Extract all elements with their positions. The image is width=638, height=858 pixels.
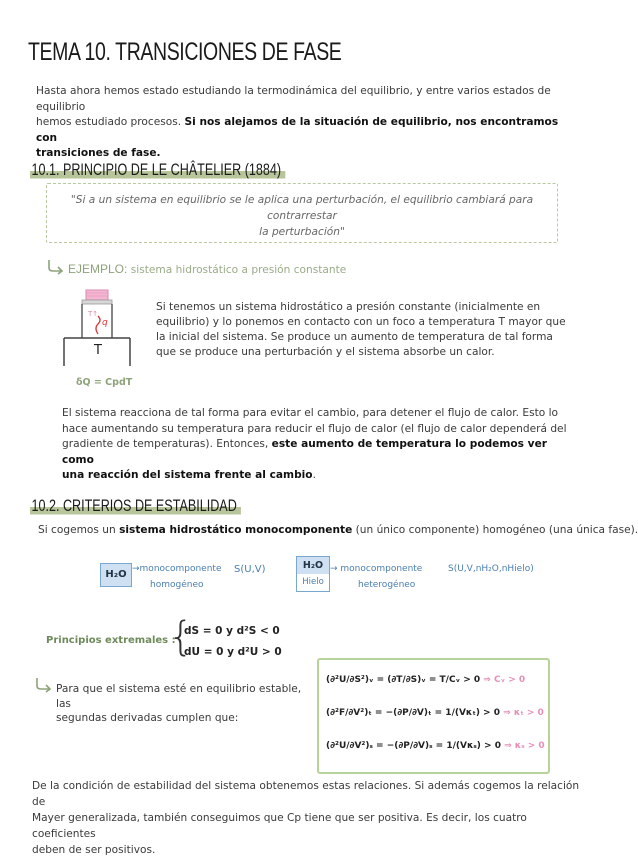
example-label: EJEMPLO: — [68, 262, 128, 276]
formula-2-result: ⇒ κₜ > 0 — [503, 708, 544, 718]
s2-intro-bold: sistema hidrostático monocomponente — [119, 524, 353, 536]
le-chatelier-quote — [46, 183, 558, 243]
box1-entropy: S(U,V) — [234, 564, 266, 575]
intro-line-2 — [36, 115, 576, 146]
stable-arrow-icon — [34, 676, 54, 696]
section-2-intro — [38, 523, 638, 539]
final-paragraph — [32, 778, 582, 858]
formula-3 — [326, 741, 545, 751]
intro-line-3: transiciones de fase. — [36, 147, 161, 159]
formula-2 — [326, 708, 544, 718]
react-line-3 — [62, 437, 582, 468]
box2-description: → monocomponente — [330, 564, 423, 574]
example-text: sistema hidrostático a presión constante — [130, 264, 347, 276]
quote-line-2: la perturbación" — [259, 226, 345, 238]
box2-bottom: Hielo — [302, 577, 324, 587]
formula-1 — [326, 675, 525, 685]
react-end: . — [312, 469, 316, 481]
desc-line-2: equilibrio) y lo ponemos en contacto con un foco a temperatura T mayor que — [156, 316, 566, 328]
formula-3-result: ⇒ κₛ > 0 — [504, 741, 545, 751]
diagram-heat-equation: δQ = CpdT — [76, 377, 133, 388]
stable-line-1: Para que el sistema esté en equilibrio estable, las — [56, 683, 302, 710]
h2o-ice-box — [296, 556, 330, 592]
s2-intro-plain-1: Si cogemos un — [38, 524, 116, 536]
box1-description: →monocomponente — [132, 564, 222, 574]
example-description — [156, 300, 566, 360]
intro-line-1: Hasta ahora hemos estado estudiando la termodinámica del equilibrio, y entre varios estados de equilibrio — [36, 85, 551, 113]
formula-1-expr: (∂²U/∂S²)ᵥ = (∂T/∂S)ᵥ = T/Cᵥ > 0 — [326, 675, 481, 685]
desc-line-4: que se produce una perturbación y el sistema absorbe un calor. — [156, 346, 495, 358]
formula-2-expr: (∂²F/∂V²)ₜ = −(∂P/∂V)ₜ = 1/(Vκₜ) > 0 — [326, 708, 500, 718]
desc-line-1: Si tenemos un sistema hidrostático a presión constante (inicialmente en — [156, 301, 541, 313]
final-line-3: deben de ser positivos. — [32, 844, 156, 856]
diagram-heat-label: q — [102, 318, 108, 328]
quote-line-1: "Si a un sistema en equilibrio se le aplica una perturbación, el equilibrio cambiará para contrarrestar — [70, 194, 534, 222]
react-line-3-plain: gradiente de temperaturas). Entonces, — [62, 438, 269, 450]
react-bold-2: una reacción del sistema frente al cambio — [62, 469, 313, 481]
box2-subtitle: heterogéneo — [358, 580, 416, 590]
final-line-2: Mayer generalizada, también conseguimos que Cp tiene que ser positiva. Es decir, los cuatro coeficientes — [32, 812, 527, 840]
example-heading — [68, 262, 346, 279]
formula-3-expr: (∂²U/∂V²)ₛ = −(∂P/∂V)ₛ = 1/(Vκₛ) > 0 — [326, 741, 501, 751]
stable-line-2: segundas derivadas cumplen que: — [56, 712, 239, 724]
intro-line-2-bold: Si nos alejamos de la situación de equilibrio, nos encontramos con — [36, 116, 559, 144]
formula-1-result: ⇒ Cᵥ > 0 — [483, 675, 526, 685]
final-line-1: De la condición de estabilidad del sistema obtenemos estas relaciones. Si además cogemos la relación de — [32, 780, 580, 808]
principios-label: Principios extremales : — [46, 635, 176, 646]
react-line-4 — [62, 468, 582, 484]
s2-intro-plain-2: (un único componente) homogéneo (una única fase). — [355, 524, 638, 536]
principio-entropy: dS = 0 y d²S < 0 — [184, 625, 280, 637]
brace-icon: { — [168, 614, 194, 660]
box2-top: H₂O — [297, 557, 329, 574]
diagram-temperature-up: T↑ — [88, 310, 99, 318]
box1-subtitle: homogéneo — [150, 580, 204, 590]
section-1-heading: 10.1. PRINCIPIO DE LE CHÂTELIER (1884) — [30, 160, 286, 180]
page-title: TEMA 10. TRANSICIONES DE FASE — [28, 38, 342, 66]
intro-line-2-plain: hemos estudiado procesos. — [36, 116, 182, 128]
react-line-2: hace aumentando su temperatura para reducir el flujo de calor (el flujo de calor dependerá del — [62, 422, 567, 435]
intro-paragraph — [36, 84, 576, 162]
principio-energy: dU = 0 y d²U > 0 — [184, 646, 282, 658]
box2-entropy: S(U,V,nH₂O,nHielo) — [448, 564, 534, 574]
react-bold-1: este aumento de temperatura lo podemos ver como — [62, 438, 547, 466]
section-2-heading: 10.2. CRITERIOS DE ESTABILIDAD — [30, 496, 241, 516]
desc-line-3: la inicial del sistema. Se produce un aumento de temperatura de tal forma — [156, 331, 553, 343]
react-line-1: El sistema reacciona de tal forma para evitar el cambio, para detener el flujo de calor. Esto lo — [62, 407, 559, 419]
diagram-T-label: T — [94, 343, 102, 358]
example-arrow-icon — [46, 258, 66, 278]
stable-text — [56, 682, 316, 726]
reaction-paragraph — [62, 406, 582, 484]
h2o-box: H₂O — [100, 563, 132, 587]
